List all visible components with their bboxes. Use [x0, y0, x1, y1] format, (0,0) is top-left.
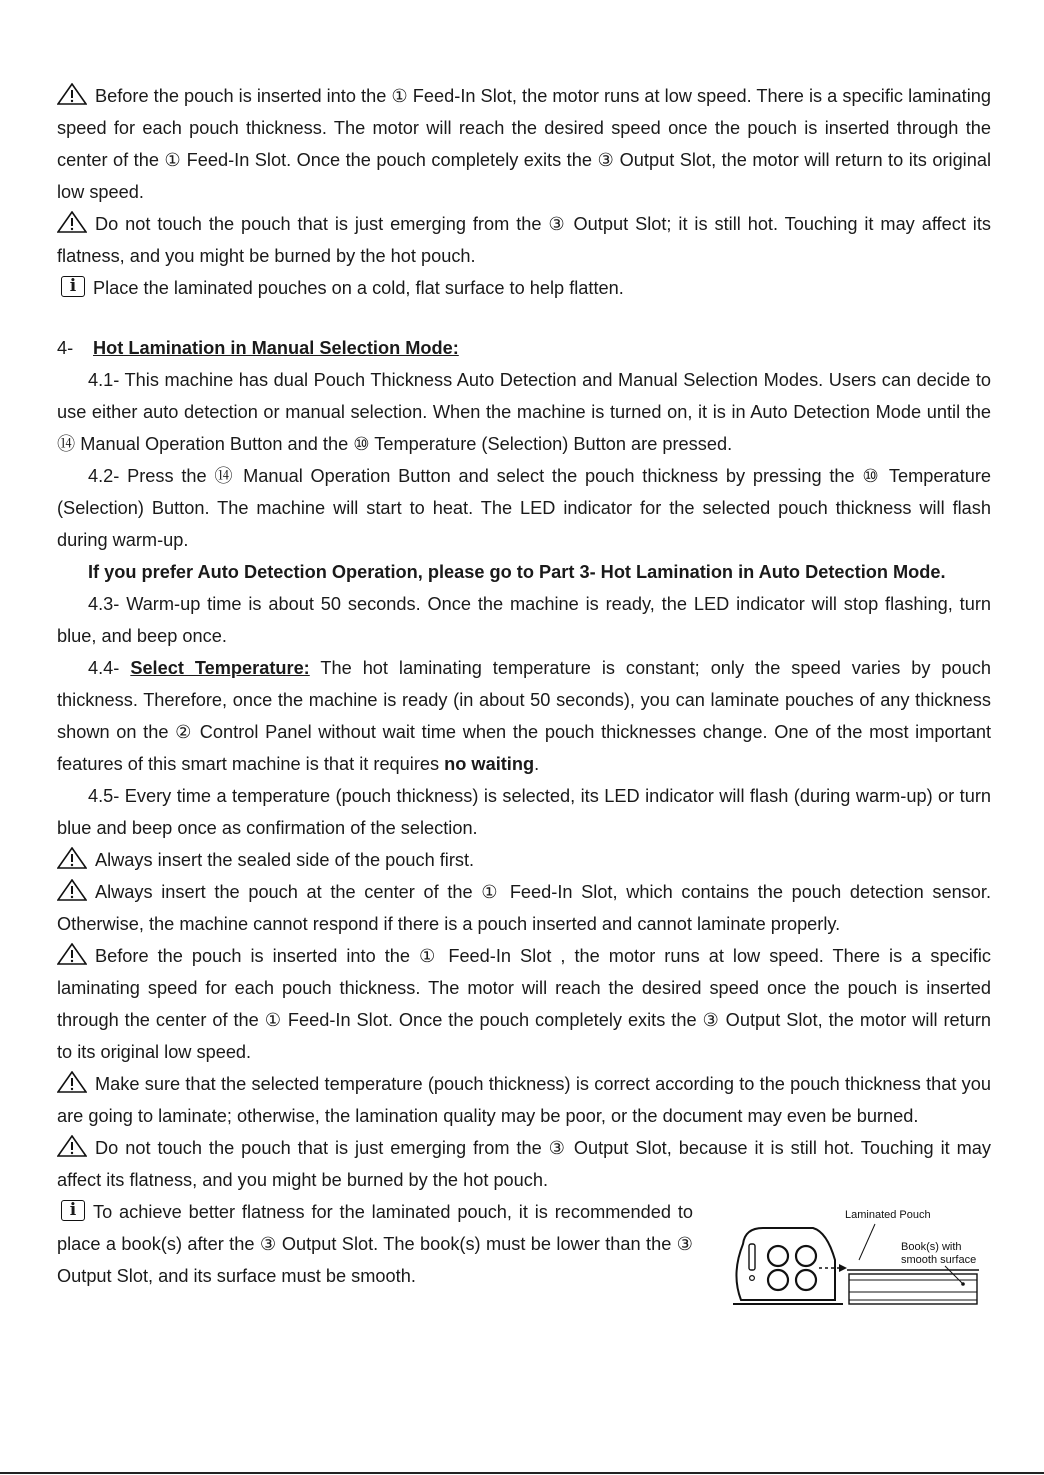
warning-paragraph	[57, 80, 991, 208]
info-icon	[61, 1200, 85, 1221]
side-panel	[749, 1244, 755, 1270]
flatness-tip-block	[57, 1196, 991, 1292]
pouch-leader-line	[859, 1224, 875, 1260]
books-leader-line	[945, 1266, 963, 1284]
warning-text: Make sure that the selected temperature (pouch thickness) is correct according to the pouch thickness that you are going to laminate; otherwise, the lamination quality may be poor, or the document may even be burned.	[57, 1074, 991, 1126]
step-4-2: 4.2- Press the ⑭ Manual Operation Button and select the pouch thickness by pressing the ⑩ Temperature (Selection) Button. The machine will start to heat. The LED indicator for the selected pouch thickness will flash during warm-up.	[57, 466, 991, 550]
label-books-line1: Book(s) with	[901, 1241, 962, 1253]
books-pointer-dot	[961, 1282, 965, 1286]
warning-text: Always insert the pouch at the center of the ① Feed-In Slot, which contains the pouch detection sensor. Otherwise, the machine cannot respond if there is a pouch inserted and cannot laminate properly.	[57, 882, 991, 934]
warning-text: Before the pouch is inserted into the ① Feed-In Slot, the motor runs at low speed. There is a specific laminating speed for each pouch thickness. The motor will reach the desired speed once the pouch is inserted through the center of the ① Feed-In Slot. Once the pouch completely exits the ③ Output Slot, the motor will return to its original low speed.	[57, 86, 991, 202]
info-paragraph	[57, 1196, 693, 1292]
step-4-1: 4.1- This machine has dual Pouch Thickness Auto Detection and Manual Selection Modes. Users can decide to use either auto detection or manual selection. When the machine is turned on, it is in Auto Detection Mode until the ⑭ Manual Operation Button and the ⑩ Temperature (Selection) Button are pressed.	[57, 370, 991, 454]
step-number: 4.4-	[88, 658, 131, 678]
section-title: Hot Lamination in Manual Selection Mode:	[93, 338, 459, 358]
info-text: Place the laminated pouches on a cold, flat surface to help flatten.	[93, 278, 624, 298]
roller-top-left	[768, 1246, 788, 1266]
warning-triangle-icon	[57, 1071, 87, 1093]
warning-text: Do not touch the pouch that is just emerging from the ③ Output Slot; it is still hot. Touching it may affect its flatness, and you might be burned by the hot pouch.	[57, 214, 991, 266]
info-text: To achieve better flatness for the laminated pouch, it is recommended to place a book(s) after the ③ Output Slot. The book(s) must be lower than the ③ Output Slot, and its surface must be smooth.	[57, 1202, 693, 1286]
info-paragraph	[57, 272, 991, 304]
section-heading	[57, 332, 991, 364]
step-4-4	[57, 652, 991, 780]
step-body: The hot laminating temperature is constant; only the speed varies by pouch thickness. Therefore, once the machine is ready (in about 50 seconds), you can laminate pouches of any thickness shown on the ② Control Panel without wait time when the pouch thicknesses change. One of the most important features of this smart machine is that it requires	[57, 658, 991, 774]
manual-page	[57, 80, 991, 1292]
emphasis-text: no waiting	[444, 754, 535, 774]
warning-text: Before the pouch is inserted into the ① Feed-In Slot , the motor runs at low speed. There is a specific laminating speed for each pouch thickness. The motor will reach the desired speed once the pouch is inserted through the center of the ① Feed-In Slot. Once the pouch completely exits the ③ Output Slot, the motor will return to its original low speed.	[57, 946, 991, 1062]
warning-paragraph	[57, 844, 991, 876]
label-books-line2: smooth surface	[901, 1254, 977, 1266]
warning-paragraph	[57, 208, 991, 272]
step-title: Select Temperature:	[130, 658, 310, 678]
warning-paragraph	[57, 1132, 991, 1196]
warning-triangle-icon	[57, 943, 87, 965]
warning-text: Do not touch the pouch that is just emerging from the ③ Output Slot, because it is still hot. Touching it may affect its flatness, and you might be burned by the hot pouch.	[57, 1138, 991, 1190]
warning-triangle-icon	[57, 211, 87, 233]
warning-triangle-icon	[57, 847, 87, 869]
roller-bottom-left	[768, 1270, 788, 1290]
step-4-3: 4.3- Warm-up time is about 50 seconds. Once the machine is ready, the LED indicator will stop flashing, turn blue, and beep once.	[57, 594, 991, 646]
section-number: 4-	[57, 338, 74, 358]
warning-triangle-icon	[57, 879, 87, 901]
warning-paragraph	[57, 876, 991, 940]
arrow-head	[839, 1264, 847, 1272]
roller-bottom-right	[796, 1270, 816, 1290]
warning-paragraph	[57, 1068, 991, 1132]
warning-text: Always insert the sealed side of the pouch first.	[95, 850, 475, 870]
step-4-5: 4.5- Every time a temperature (pouch thickness) is selected, its LED indicator will flash (during warm-up) or turn blue and beep once as confirmation of the selection.	[57, 786, 991, 838]
auto-detection-note: If you prefer Auto Detection Operation, please go to Part 3- Hot Lamination in Auto Detection Mode.	[88, 562, 946, 582]
laminator-body	[736, 1228, 835, 1300]
warning-triangle-icon	[57, 83, 87, 105]
info-icon	[61, 276, 85, 297]
warning-paragraph	[57, 940, 991, 1068]
warning-triangle-icon	[57, 1135, 87, 1157]
roller-top-right	[796, 1246, 816, 1266]
power-indicator	[750, 1276, 755, 1281]
label-laminated-pouch: Laminated Pouch	[845, 1209, 931, 1221]
laminator-diagram	[723, 1204, 993, 1314]
page-bottom-rule	[0, 1472, 1044, 1474]
step-end: .	[534, 754, 540, 774]
